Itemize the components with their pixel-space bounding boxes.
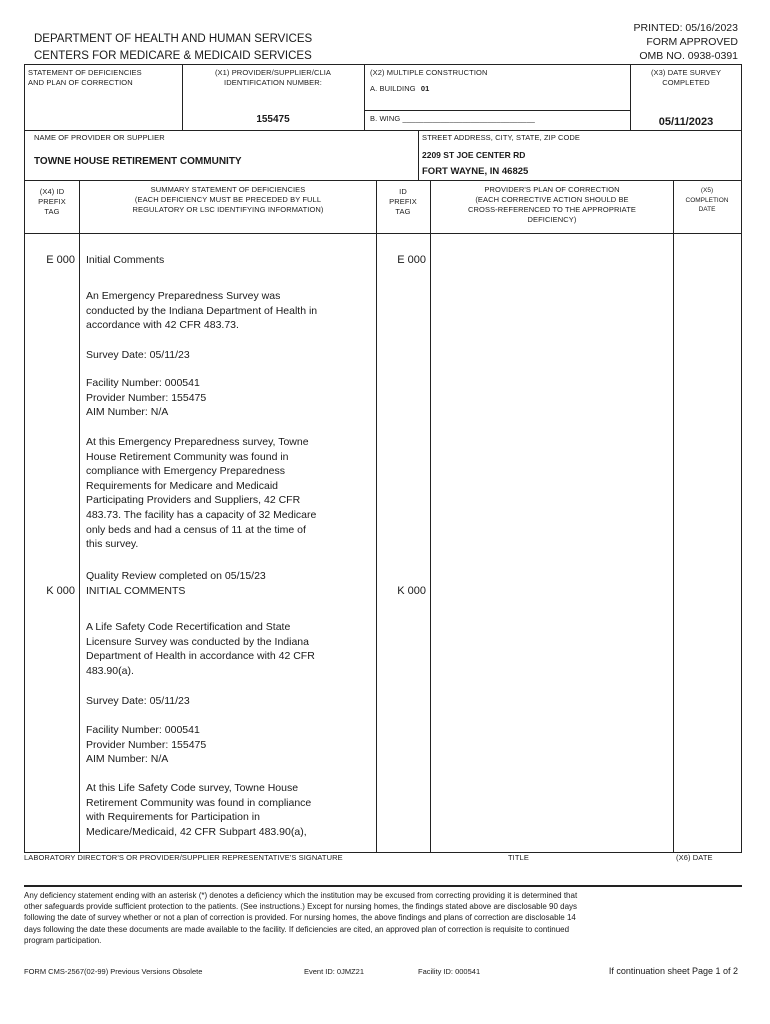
box1-bottom-rule <box>24 130 742 131</box>
e000-tag: E 000 <box>46 254 75 266</box>
col-divider-plan <box>673 180 674 852</box>
disclaimer-rule <box>24 885 742 887</box>
survey-completed-date: 05/11/2023 <box>658 116 714 128</box>
building-rule <box>364 110 630 111</box>
signature-label: LABORATORY DIRECTOR'S OR PROVIDER/SUPPLIER REPRESENTATIVE'S SIGNATURE <box>24 853 343 862</box>
building-value: 01 <box>420 84 430 93</box>
printed-date: PRINTED: 05/16/2023 <box>633 22 738 34</box>
x5-header: (X5) COMPLETION DATE <box>685 187 729 213</box>
e000-intro: An Emergency Preparedness Survey was conducted by the Indiana Department of Health in accordance with 42 CFR 483.73. <box>86 290 318 332</box>
k000-intro: A Life Safety Code Recertification and State Licensure Survey was conducted by the Indiana Department of Health in accordance with 42 CFR 483.90(a). <box>86 621 315 677</box>
continuation-sheet: If continuation sheet Page 1 of 2 <box>608 966 738 976</box>
e000-survey-date: Survey Date: 05/11/23 <box>86 349 190 361</box>
x3-label: (X3) DATE SURVEY COMPLETED <box>650 68 722 87</box>
x6-date-label: (X6) DATE <box>676 853 713 862</box>
wing-label: B. WING _______________________________ <box>370 114 535 123</box>
left-border <box>24 64 25 852</box>
k000-compliance: At this Life Safety Code survey, Towne House Retirement Community was found in compliance with Requirements for Participation in Medicare/Medicaid, 42 CFR Subpart 483.90(a), <box>86 782 312 838</box>
agency-name: DEPARTMENT OF HEALTH AND HUMAN SERVICES <box>34 33 313 45</box>
street-address: 2209 ST JOE CENTER RD <box>422 150 526 160</box>
x1-label: (X1) PROVIDER/SUPPLIER/CLIA IDENTIFICATION NUMBER: <box>214 68 332 87</box>
e000-quality-review: Quality Review completed on 05/15/23 <box>86 570 266 582</box>
box1-divider-1 <box>182 64 183 130</box>
e000-facility-info: Facility Number: 000541 Provider Number: 155475 AIM Number: N/A <box>86 377 207 419</box>
box1-divider-3 <box>630 64 631 130</box>
col-divider-id <box>430 180 431 852</box>
id-header: ID PREFIX TAG <box>389 187 417 216</box>
city-state-zip: FORT WAYNE, IN 46825 <box>422 166 529 177</box>
form-number: FORM CMS-2567(02-99) Previous Versions Obsolete <box>24 967 203 976</box>
provider-number: 155475 <box>256 114 290 125</box>
col-divider-summary <box>376 180 377 852</box>
agency-subname: CENTERS FOR MEDICARE & MEDICAID SERVICES <box>34 50 312 62</box>
form-approved: FORM APPROVED <box>646 36 738 48</box>
column-header-rule <box>24 233 742 234</box>
summary-header: SUMMARY STATEMENT OF DEFICIENCIES (EACH DEFICIENCY MUST BE PRECEDED BY FULL REGULATORY OR LSC IDENTIFYING INFORMATION) <box>132 185 324 214</box>
x2-label: (X2) MULTIPLE CONSTRUCTION <box>370 68 488 77</box>
col-divider-x4 <box>79 180 80 852</box>
statement-label: STATEMENT OF DEFICIENCIES AND PLAN OF CORRECTION <box>28 68 142 87</box>
x4-header: (X4) ID PREFIX TAG <box>38 187 66 216</box>
k000-title: INITIAL COMMENTS <box>86 585 186 597</box>
disclaimer-text: Any deficiency statement ending with an asterisk (*) denotes a deficiency which the institution may be excused from correcting providing it is determined that other safeguards provide sufficient protection to the patients. (See instructions.) Except for nursing homes, the findings stated above are disclosable 90 days following the date of survey whether or not a plan of correction is provided. For nursing homes, the above findings and plans of correction are disclosable 14 days following the date these documents are made available to the facility. If deficiencies are cited, an approved plan of correction is requisite to continued program participation. <box>24 891 578 945</box>
title-label: TITLE <box>508 853 529 862</box>
facility-id: Facility ID: 000541 <box>418 967 481 976</box>
provider-name-label: NAME OF PROVIDER OR SUPPLIER <box>34 133 165 142</box>
e000-title: Initial Comments <box>86 254 165 266</box>
k000-facility-info: Facility Number: 000541 Provider Number: 155475 AIM Number: N/A <box>86 724 207 766</box>
building-row <box>370 84 429 94</box>
right-border <box>741 64 742 852</box>
omb-number: OMB NO. 0938-0391 <box>639 50 738 62</box>
k000-id-tag: K 000 <box>397 585 426 597</box>
top-rule <box>24 64 742 65</box>
event-id: Event ID: 0JMZ21 <box>304 967 365 976</box>
building-label: A. BUILDING <box>370 84 416 93</box>
address-label: STREET ADDRESS, CITY, STATE, ZIP CODE <box>422 133 581 142</box>
provider-divider <box>418 130 419 180</box>
k000-tag: K 000 <box>46 585 75 597</box>
provider-name: TOWNE HOUSE RETIREMENT COMMUNITY <box>34 156 242 167</box>
plan-header: PROVIDER'S PLAN OF CORRECTION (EACH CORRECTIVE ACTION SHOULD BE CROSS-REFERENCED TO THE APPROPRIATE DEFICIENCY) <box>468 185 636 224</box>
provider-bottom-rule <box>24 180 742 181</box>
box1-divider-2 <box>364 64 365 130</box>
k000-survey-date: Survey Date: 05/11/23 <box>86 695 190 707</box>
e000-compliance: At this Emergency Preparedness survey, Towne House Retirement Community was found in compliance with Emergency Preparedness Requirements for Medicare and Medicaid Participating Providers and Suppliers, 42 CFR 483.73. The facility has a capacity of 32 Medicare only beds and had a census of 11 at the time of this survey. <box>86 436 317 551</box>
e000-id-tag: E 000 <box>397 254 426 266</box>
